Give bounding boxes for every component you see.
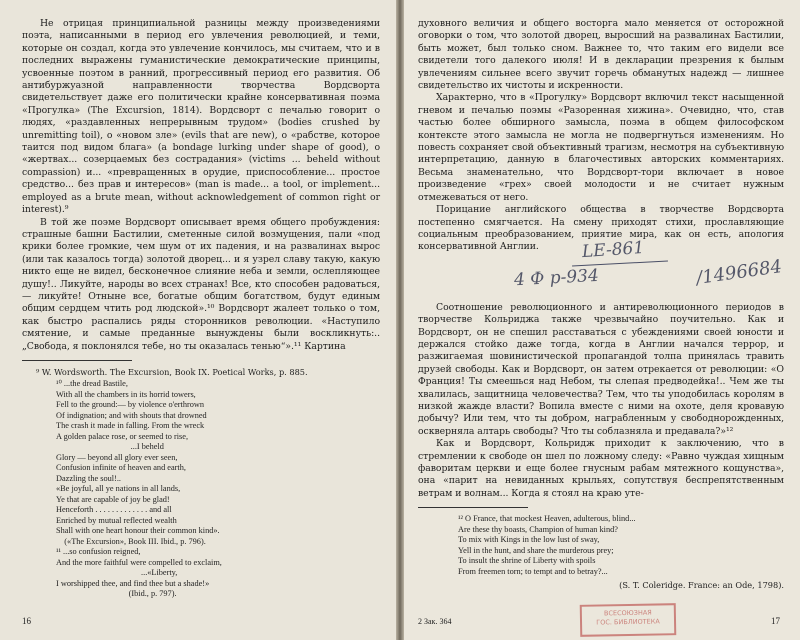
verse-line: Yell in the hunt, and share the murderous prey; [458, 545, 614, 555]
book-gutter [396, 0, 404, 640]
verse-line: Confusion infinite of heaven and earth, [56, 463, 186, 473]
footnote-rule [22, 360, 132, 361]
right-body-text-bottom [418, 302, 784, 501]
paragraph: Порицание английского общества в творчестве Вордсворта постепенно смягчается. На смену приходят стихи, прославляющие социальным преобразованием, приятие мира, как он есть, апология консервативной Англии. [418, 204, 784, 253]
left-body-text [22, 18, 380, 353]
paragraph: Как и Вордсворт, Кольридж приходит к заключению, что в стремлении к свободе он шел по ложному следу: «Равно чуждая хищным фаворитам церкви и еще более гнусным рабам мятежного кощунства», она «парит на невиданных крыльях, сопутствуя беспрепятственным ветрам и волнам... Когда я стоял на краю уте- [418, 438, 784, 499]
right-page [404, 0, 800, 640]
verse-line: A golden palace rose, or seemed to rise, [56, 431, 189, 441]
left-page [0, 0, 396, 640]
library-stamp [580, 603, 677, 637]
verse-line: Shall with one heart honour their common kind». [56, 526, 220, 536]
verse-line: Henceforth . . . . . . . . . . . . . and all [56, 505, 172, 515]
verse-line: ¹⁰ ...the dread Bastile, [56, 379, 128, 389]
verse-line: Enriched by mutual reflected wealth [56, 515, 177, 525]
verse-line: I worshipped thee, and find thee but a shade!» [56, 578, 210, 588]
verse-line: To mix with Kings in the low lust of sway, [458, 535, 600, 545]
verse-line: «Be joyful, all ye nations in all lands, [56, 484, 181, 494]
verse-line: ¹² O France, that mockest Heaven, adulterous, blind... [458, 514, 636, 524]
right-footnotes [418, 514, 784, 590]
page-number: 17 [771, 616, 780, 626]
page-number: 16 [22, 616, 31, 626]
stamp-text: ВСЕСОЮЗНАЯ [603, 608, 652, 618]
footnote-rule [418, 507, 528, 508]
verse-line: Dazzling the soul!.. [56, 473, 121, 483]
footnote-verse-block [458, 514, 784, 577]
handwritten-inventory-number: /1496684 [694, 256, 784, 289]
footnote-verse-block [56, 379, 380, 600]
press-mark: 2 Зак. 364 [418, 617, 452, 626]
handwritten-shelfmark-1: LE-861 [581, 237, 645, 263]
left-footnotes [22, 367, 380, 600]
paragraph: Характерно, что в «Прогулку» Вордсворт включил текст насыщенной гневом и печалью поэмы «Разоренная хижина». Очевидно, что, став частью более обширного замысла, поэма в общем философском контексте этого замысла не могла не подвергнуться изменениям. Но повесть сохраняет свой объективный трагизм, несмотря на субъективную интерпретацию, данную в благочестивых авторских комментариях. Весьма знаменательно, что Вордсворт-тори включает в новое произведение «грех» своей молодости и не считает нужным отмежеваться от него. [418, 92, 784, 203]
verse-line: («The Excursion», Book III. Ibid., p. 796). [56, 536, 206, 546]
paragraph: Не отрицая принципиальной разницы между произведениями поэта, написанными в период его увлечения революцией, и теми, которые он создал, когда это увлечение кончилось, мы считаем, что и в последних выражены гуманистические демократические принципы, усвоенные поэтом в ранний, прогрессивный период его развития. Об антибуржуазной направленности творчества Вордсворта свидетельствует даже его политически крайне консервативная поэма «Прогулка» (The Excursion, 1814). Вордсворт с печалью говорит о людях, «раздавленных непрерывным трудом» (bodies crushed by unremitting toil), о «новом зле» (evils that are new), о «рабстве, которое таится под видом блага» (a bondage lurking under shape of good), о «жертвах... созерцаемых без сострадания» (victims ... beheld without compassion) и... «превращенных в орудие, приспособление... простое средство... без прав и интересов» (man is made... a tool, or implement... employed as a brute mean, without acknowledgement of common right or interest).⁹ [22, 18, 380, 216]
paragraph: Соотношение революционного и антиреволюционного периодов в творчестве Кольриджа также чрезвычайно поучительно. Как и Вордсворт, он не спешил расставаться с убеждениями своей юности и держался стойко даже тогда, когда в Англии начался террор, и разжигаемая шовинистической пропагандой толпа принялась травить друзей свободы. Как и Вордсворт, он затем отрекается от революции: «О Франция! Ты смеешься над Небом, ты слепая предводейка!.. Чем же ты хвалилась, защитница человечества? Тем, что ты уподобилась королям в низкой жажде власти? Вопила вместе с ними на охоте, деля кровавую добычу? Или тем, что ты добром, награбленным у свободнорожденных, оскверняла алтарь свободы? Что ты соблазняла и предавала?»¹² [418, 301, 784, 437]
verse-line: Of indignation; and with shouts that drowned [56, 410, 207, 420]
paragraph: В той же поэме Вордсворт описывает время общего пробуждения: страшные башни Бастилии, сметенные силой возмущения, пали «под крики более громкие, чем шум от их падения, и на развалинах вырос (или так казалось тогда) золотой дворец... и я узрел славу такую, какую никто еще не видел, бесконечное слияние неба и земли, ослепляющее душу!.. Ликуйте, народы во всех странах! Все, кто способен радоваться,— ликуйте! Отныне все, богатые общим богатством, будут единым общим сердцем чтить род людской».¹⁰ Вордсворт жалеет только о том, как быстро распались ряды сторонников революции. «Наступило смятение, и самые преданные вынуждены были воскликнуть:.. „Свобода, я поклонялся тебе, но ты оказалась тенью“».¹¹ Картина [22, 216, 380, 352]
footnote-9: ⁹ W. Wordsworth. The Excursion, Book IX. Poetical Works, p. 885. [36, 366, 308, 377]
stamp-text: ГОС. БИБЛИОТЕКА [596, 617, 660, 627]
verse-line: Are these thy boasts, Champion of human kind? [458, 524, 618, 534]
verse-line: ...I beheld [56, 442, 164, 452]
verse-line: Glory — beyond all glory ever seen, [56, 452, 178, 462]
verse-line: And the more faithful were compelled to exclaim, [56, 557, 222, 567]
verse-line: ...«Liberty, [56, 568, 178, 578]
verse-line: From freemen torn; to tempt and to betray?... [458, 566, 608, 576]
paragraph: духовного величия и общего восторга мало меняется от осторожной оговорки о том, что золотой дворец, выросший на развалинах Бастилии, быть может, был только сном. Важнее то, что таким его видели все свидетели того далекого июля! И в декларации презрения к былым увлечениям сильнее всего звучит горечь обманутых надежд — лишнее свидетельство их чистоты и искренности. [418, 18, 784, 92]
verse-line: Fell to the ground:— by violence o'erthrown [56, 400, 205, 410]
handwritten-shelfmark-2: 4 Ф р-934 [513, 265, 600, 291]
right-body-text-top [418, 18, 784, 254]
verse-line: Ye that are capable of joy be glad! [56, 494, 170, 504]
verse-line: ¹¹ ...so confusion reigned, [56, 547, 141, 557]
verse-line: To insult the shrine of Liberty with spoils [458, 556, 596, 566]
footnote-source: (S. T. Coleridge. France: an Ode, 1798). [619, 580, 784, 591]
verse-line: With all the chambers in its horrid towers, [56, 389, 196, 399]
verse-line: The crash it made in falling. From the wreck [56, 421, 205, 431]
verse-line: (Ibid., p. 797). [56, 589, 177, 599]
